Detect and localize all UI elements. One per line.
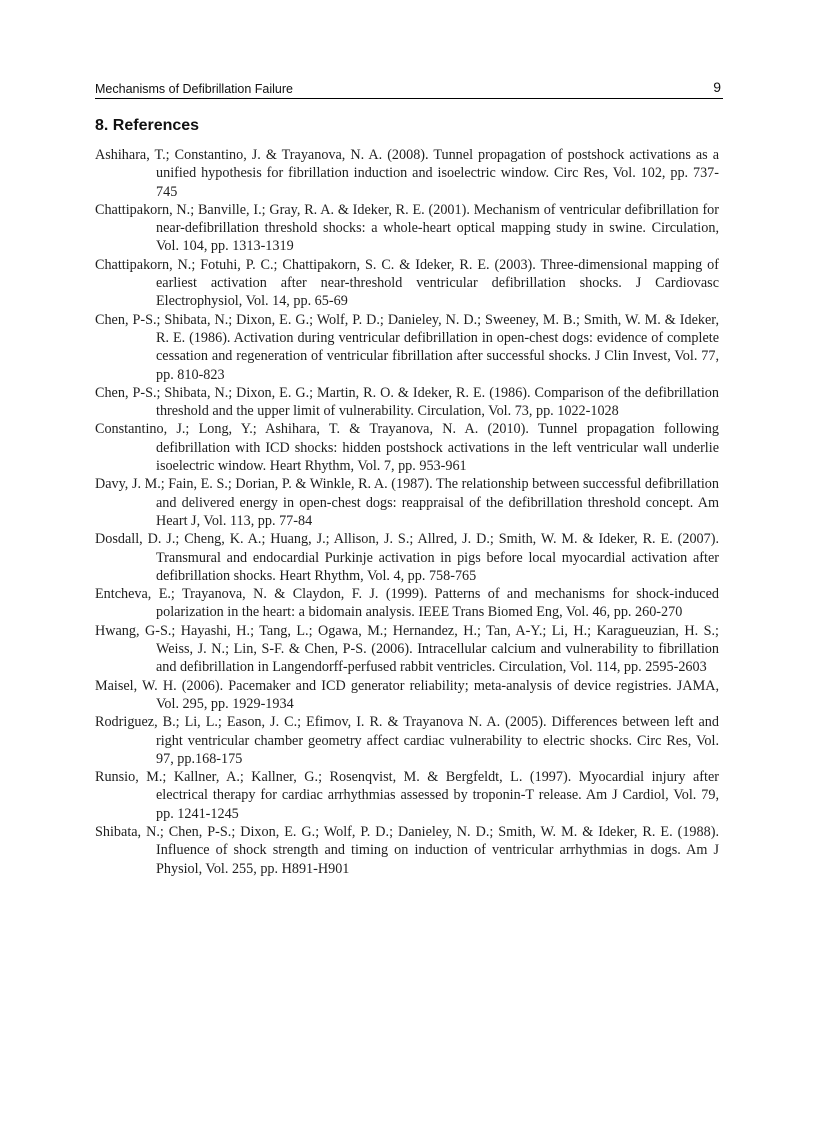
reference-item: Chen, P-S.; Shibata, N.; Dixon, E. G.; Martin, R. O. & Ideker, R. E. (1986). Comparison of the defibrillation threshold and the upper limit of vulnerability. Circulation, Vol. 73, pp. 1022-1028 (95, 384, 719, 420)
running-header (95, 80, 723, 99)
reference-list (95, 146, 719, 878)
running-header-title: Mechanisms of Defibrillation Failure (95, 82, 293, 96)
reference-item: Dosdall, D. J.; Cheng, K. A.; Huang, J.; Allison, J. S.; Allred, J. D.; Smith, W. M. & Ideker, R. E. (2007). Transmural and endocardial Purkinje activation in pigs before local myocardial activation after defibrillation shocks. Heart Rhythm, Vol. 4, pp. 758-765 (95, 531, 719, 584)
reference-item: Chattipakorn, N.; Banville, I.; Gray, R. A. & Ideker, R. E. (2001). Mechanism of ventricular defibrillation for near-defibrillation threshold shocks: a whole-heart optical mapping study in swine. Circulation, Vol. 104, pp. 1313-1319 (95, 201, 719, 255)
references-heading: 8. References (95, 117, 200, 134)
reference-item: Rodriguez, B.; Li, L.; Eason, J. C.; Efimov, I. R. & Trayanova N. A. (2005). Differences between left and right ventricular chamber geometry affect cardiac vulnerability to electric shocks. Circ Res, Vol. 97, pp.168-175 (95, 714, 719, 767)
reference-item: Chen, P-S.; Shibata, N.; Dixon, E. G.; Wolf, P. D.; Danieley, N. D.; Sweeney, M. B.; Smith, W. M. & Ideker, R. E. (1986). Activation during ventricular defibrillation in open-chest dogs: evidence of complete cessation and regeneration of ventricular fibrillation after successful shocks. J Clin Invest, Vol. 77, pp. 810-823 (95, 311, 719, 383)
reference-item: Hwang, G-S.; Hayashi, H.; Tang, L.; Ogawa, M.; Hernandez, H.; Tan, A-Y.; Li, H.; Karagueuzian, H. S.; Weiss, J. N.; Lin, S-F. & Chen, P-S. (2006). Intracellular calcium and vulnerability to fibrillation and defibrillation in Langendorff-perfused rabbit ventricles. Circulation, Vol. 114, pp. 2595-2603 (95, 622, 719, 676)
reference-item: Runsio, M.; Kallner, A.; Kallner, G.; Rosenqvist, M. & Bergfeldt, L. (1997). Myocardial injury after electrical therapy for cardiac arrhythmias assessed by troponin-T release. Am J Cardiol, Vol. 79, pp. 1241-1245 (95, 769, 719, 822)
reference-item: Davy, J. M.; Fain, E. S.; Dorian, P. & Winkle, R. A. (1987). The relationship between successful defibrillation and delivered energy in open-chest dogs: reappraisal of the defibrillation threshold concept. Am Heart J, Vol. 113, pp. 77-84 (95, 476, 719, 529)
reference-item: Maisel, W. H. (2006). Pacemaker and ICD generator reliability; meta-analysis of device registries. JAMA, Vol. 295, pp. 1929-1934 (95, 677, 719, 712)
reference-item: Constantino, J.; Long, Y.; Ashihara, T. & Trayanova, N. A. (2010). Tunnel propagation following defibrillation with ICD shocks: hidden postshock activations in the left ventricular wall underlie isoelectric window. Heart Rhythm, Vol. 7, pp. 953-961 (95, 421, 719, 475)
page-number: 9 (713, 79, 721, 95)
reference-item: Shibata, N.; Chen, P-S.; Dixon, E. G.; Wolf, P. D.; Danieley, N. D.; Smith, W. M. & Ideker, R. E. (1988). Influence of shock strength and timing on induction of ventricular arrhythmias in dogs. Am J Physiol, Vol. 255, pp. H891-H901 (95, 823, 719, 877)
reference-item: Entcheva, E.; Trayanova, N. & Claydon, F. J. (1999). Patterns of and mechanisms for shock-induced polarization in the heart: a bidomain analysis. IEEE Trans Biomed Eng, Vol. 46, pp. 260-270 (95, 586, 719, 621)
reference-item: Ashihara, T.; Constantino, J. & Trayanova, N. A. (2008). Tunnel propagation of postshock activations as a unified hypothesis for fibrillation induction and isoelectric window. Circ Res, Vol. 102, pp. 737-745 (95, 147, 719, 200)
reference-item: Chattipakorn, N.; Fotuhi, P. C.; Chattipakorn, S. C. & Ideker, R. E. (2003). Three-dimensional mapping of earliest activation after near-threshold ventricular defibrillation shocks. J Cardiovasc Electrophysiol, Vol. 14, pp. 65-69 (95, 256, 719, 310)
